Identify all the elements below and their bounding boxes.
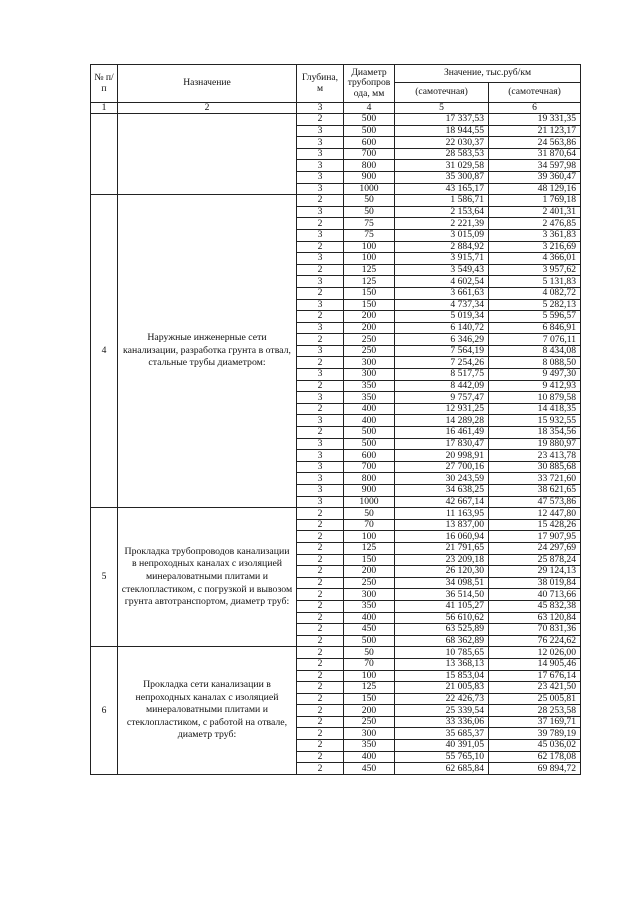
depth-cell: 3 — [297, 276, 344, 288]
diameter-cell: 250 — [344, 334, 395, 346]
value-cell-2: 76 224,62 — [489, 635, 581, 647]
value-cell-2: 17 676,14 — [489, 670, 581, 682]
value-cell-1: 2 884,92 — [395, 241, 489, 253]
diameter-cell: 450 — [344, 763, 395, 775]
depth-cell: 2 — [297, 577, 344, 589]
value-cell-2: 15 932,55 — [489, 415, 581, 427]
column-number: 4 — [344, 103, 395, 114]
diameter-cell: 500 — [344, 114, 395, 126]
section-number: 4 — [91, 195, 118, 508]
value-cell-2: 6 846,91 — [489, 322, 581, 334]
depth-cell: 3 — [297, 345, 344, 357]
diameter-cell: 900 — [344, 171, 395, 183]
table-row — [91, 195, 581, 207]
depth-cell: 3 — [297, 485, 344, 497]
section-number: 6 — [91, 647, 118, 775]
depth-cell: 2 — [297, 195, 344, 207]
column-number: 5 — [395, 103, 489, 114]
value-cell-2: 29 124,13 — [489, 566, 581, 578]
diameter-cell: 200 — [344, 311, 395, 323]
diameter-cell: 700 — [344, 461, 395, 473]
diameter-cell: 50 — [344, 508, 395, 520]
value-cell-1: 5 019,34 — [395, 311, 489, 323]
depth-cell: 3 — [297, 473, 344, 485]
diameter-cell: 400 — [344, 403, 395, 415]
value-cell-2: 5 282,13 — [489, 299, 581, 311]
value-cell-2: 25 878,24 — [489, 554, 581, 566]
document-page — [90, 64, 580, 775]
value-cell-2: 31 870,64 — [489, 148, 581, 160]
value-cell-1: 62 685,84 — [395, 763, 489, 775]
depth-cell: 2 — [297, 670, 344, 682]
value-cell-1: 68 362,89 — [395, 635, 489, 647]
header-depth: Глубина, м — [297, 65, 344, 103]
depth-cell: 2 — [297, 531, 344, 543]
depth-cell: 3 — [297, 369, 344, 381]
value-cell-2: 38 019,84 — [489, 577, 581, 589]
depth-cell: 2 — [297, 334, 344, 346]
value-cell-1: 23 209,18 — [395, 554, 489, 566]
diameter-cell: 900 — [344, 485, 395, 497]
value-cell-1: 22 030,37 — [395, 137, 489, 149]
depth-cell: 3 — [297, 206, 344, 218]
depth-cell: 2 — [297, 589, 344, 601]
diameter-cell: 200 — [344, 322, 395, 334]
value-cell-2: 8 434,08 — [489, 345, 581, 357]
depth-cell: 3 — [297, 253, 344, 265]
table-row — [91, 508, 581, 520]
depth-cell: 3 — [297, 125, 344, 137]
value-cell-1: 3 015,09 — [395, 229, 489, 241]
value-cell-2: 19 880,97 — [489, 438, 581, 450]
diameter-cell: 75 — [344, 229, 395, 241]
depth-cell: 3 — [297, 461, 344, 473]
value-cell-2: 40 713,66 — [489, 589, 581, 601]
depth-cell: 3 — [297, 392, 344, 404]
depth-cell: 3 — [297, 229, 344, 241]
depth-cell: 3 — [297, 496, 344, 508]
depth-cell: 2 — [297, 287, 344, 299]
depth-cell: 2 — [297, 519, 344, 531]
diameter-cell: 800 — [344, 473, 395, 485]
value-cell-2: 25 005,81 — [489, 693, 581, 705]
value-cell-1: 8 517,75 — [395, 369, 489, 381]
value-cell-1: 4 602,54 — [395, 276, 489, 288]
value-cell-1: 36 514,50 — [395, 589, 489, 601]
depth-cell: 2 — [297, 542, 344, 554]
value-cell-1: 35 300,87 — [395, 171, 489, 183]
diameter-cell: 500 — [344, 125, 395, 137]
diameter-cell: 350 — [344, 392, 395, 404]
value-cell-2: 4 082,72 — [489, 287, 581, 299]
header-number: № п/п — [91, 65, 118, 103]
diameter-cell: 250 — [344, 716, 395, 728]
value-cell-2: 69 894,72 — [489, 763, 581, 775]
value-cell-1: 25 339,54 — [395, 705, 489, 717]
value-cell-1: 21 791,65 — [395, 542, 489, 554]
column-number: 2 — [118, 103, 297, 114]
depth-cell: 2 — [297, 740, 344, 752]
value-cell-2: 62 178,08 — [489, 751, 581, 763]
value-cell-2: 23 413,78 — [489, 450, 581, 462]
depth-cell: 2 — [297, 705, 344, 717]
diameter-cell: 150 — [344, 287, 395, 299]
value-cell-1: 4 737,34 — [395, 299, 489, 311]
diameter-cell: 400 — [344, 751, 395, 763]
value-cell-1: 7 254,26 — [395, 357, 489, 369]
value-cell-1: 56 610,62 — [395, 612, 489, 624]
depth-cell: 3 — [297, 415, 344, 427]
value-cell-1: 21 005,83 — [395, 682, 489, 694]
header-name: Назначение — [118, 65, 297, 103]
section-description — [118, 114, 297, 195]
diameter-cell: 100 — [344, 241, 395, 253]
header-value-gravity-1: (самотечная) — [395, 83, 489, 103]
value-cell-2: 34 597,98 — [489, 160, 581, 172]
value-cell-2: 47 573,86 — [489, 496, 581, 508]
depth-cell: 3 — [297, 171, 344, 183]
value-cell-1: 2 153,64 — [395, 206, 489, 218]
value-cell-1: 3 549,43 — [395, 264, 489, 276]
section-number: 5 — [91, 508, 118, 647]
value-cell-1: 28 583,53 — [395, 148, 489, 160]
value-cell-1: 9 757,47 — [395, 392, 489, 404]
value-cell-1: 55 765,10 — [395, 751, 489, 763]
diameter-cell: 200 — [344, 566, 395, 578]
value-cell-1: 13 368,13 — [395, 658, 489, 670]
value-cell-2: 9 412,93 — [489, 380, 581, 392]
value-cell-2: 5 596,57 — [489, 311, 581, 323]
value-cell-2: 63 120,84 — [489, 612, 581, 624]
diameter-cell: 350 — [344, 600, 395, 612]
value-cell-1: 17 337,53 — [395, 114, 489, 126]
value-cell-1: 63 525,89 — [395, 624, 489, 636]
value-cell-1: 18 944,55 — [395, 125, 489, 137]
value-cell-2: 7 076,11 — [489, 334, 581, 346]
diameter-cell: 500 — [344, 635, 395, 647]
depth-cell: 2 — [297, 427, 344, 439]
value-cell-1: 33 336,06 — [395, 716, 489, 728]
header-value-gravity-2: (самотечная) — [489, 83, 581, 103]
diameter-cell: 100 — [344, 531, 395, 543]
value-cell-1: 40 391,05 — [395, 740, 489, 752]
value-cell-2: 3 957,62 — [489, 264, 581, 276]
diameter-cell: 500 — [344, 427, 395, 439]
value-cell-2: 14 418,35 — [489, 403, 581, 415]
value-cell-1: 10 785,65 — [395, 647, 489, 659]
value-cell-2: 3 216,69 — [489, 241, 581, 253]
depth-cell: 3 — [297, 137, 344, 149]
value-cell-1: 11 163,95 — [395, 508, 489, 520]
value-cell-2: 3 361,83 — [489, 229, 581, 241]
value-cell-2: 17 907,95 — [489, 531, 581, 543]
header-value: Значение, тыс.руб/км — [395, 65, 581, 83]
value-cell-1: 3 915,71 — [395, 253, 489, 265]
diameter-cell: 125 — [344, 276, 395, 288]
value-cell-2: 5 131,83 — [489, 276, 581, 288]
value-cell-2: 24 563,86 — [489, 137, 581, 149]
depth-cell: 2 — [297, 554, 344, 566]
value-cell-2: 12 447,80 — [489, 508, 581, 520]
value-cell-2: 39 360,47 — [489, 171, 581, 183]
diameter-cell: 1000 — [344, 183, 395, 195]
value-cell-1: 34 098,51 — [395, 577, 489, 589]
diameter-cell: 300 — [344, 357, 395, 369]
value-cell-1: 16 060,94 — [395, 531, 489, 543]
value-cell-2: 15 428,26 — [489, 519, 581, 531]
diameter-cell: 800 — [344, 160, 395, 172]
diameter-cell: 125 — [344, 542, 395, 554]
diameter-cell: 600 — [344, 137, 395, 149]
value-cell-1: 42 667,14 — [395, 496, 489, 508]
diameter-cell: 350 — [344, 740, 395, 752]
value-cell-1: 20 998,91 — [395, 450, 489, 462]
depth-cell: 2 — [297, 241, 344, 253]
value-cell-1: 30 243,59 — [395, 473, 489, 485]
value-cell-2: 70 831,36 — [489, 624, 581, 636]
diameter-cell: 200 — [344, 705, 395, 717]
value-cell-1: 3 661,63 — [395, 287, 489, 299]
section-description: Прокладка сети канализации в непроходных каналах с изоляцией минераловатными плитами и стеклопластиком, с работой на отвале, диаметр труб: — [118, 647, 297, 775]
depth-cell: 2 — [297, 728, 344, 740]
table-row — [91, 114, 581, 126]
value-cell-1: 16 461,49 — [395, 427, 489, 439]
value-cell-2: 8 088,50 — [489, 357, 581, 369]
value-cell-1: 1 586,71 — [395, 195, 489, 207]
value-cell-1: 7 564,19 — [395, 345, 489, 357]
table-row — [91, 647, 581, 659]
value-cell-1: 35 685,37 — [395, 728, 489, 740]
depth-cell: 2 — [297, 380, 344, 392]
diameter-cell: 125 — [344, 264, 395, 276]
diameter-cell: 600 — [344, 450, 395, 462]
cost-table — [90, 64, 581, 775]
value-cell-2: 33 721,60 — [489, 473, 581, 485]
column-number: 3 — [297, 103, 344, 114]
depth-cell: 3 — [297, 299, 344, 311]
diameter-cell: 50 — [344, 647, 395, 659]
value-cell-2: 9 497,30 — [489, 369, 581, 381]
value-cell-1: 34 638,25 — [395, 485, 489, 497]
value-cell-1: 43 165,17 — [395, 183, 489, 195]
value-cell-1: 13 837,00 — [395, 519, 489, 531]
value-cell-1: 2 221,39 — [395, 218, 489, 230]
depth-cell: 3 — [297, 148, 344, 160]
depth-cell: 2 — [297, 635, 344, 647]
depth-cell: 3 — [297, 438, 344, 450]
value-cell-2: 2 476,85 — [489, 218, 581, 230]
value-cell-2: 1 769,18 — [489, 195, 581, 207]
value-cell-2: 28 253,58 — [489, 705, 581, 717]
value-cell-1: 14 289,28 — [395, 415, 489, 427]
value-cell-2: 37 169,71 — [489, 716, 581, 728]
value-cell-2: 45 036,02 — [489, 740, 581, 752]
value-cell-1: 31 029,58 — [395, 160, 489, 172]
section-description: Наружные инженерные сети канализации, разработка грунта в отвал, стальные трубы диаметром: — [118, 195, 297, 508]
diameter-cell: 250 — [344, 345, 395, 357]
depth-cell: 2 — [297, 612, 344, 624]
diameter-cell: 100 — [344, 253, 395, 265]
value-cell-2: 18 354,56 — [489, 427, 581, 439]
depth-cell: 2 — [297, 624, 344, 636]
value-cell-1: 26 120,30 — [395, 566, 489, 578]
value-cell-2: 39 789,19 — [489, 728, 581, 740]
value-cell-2: 30 885,68 — [489, 461, 581, 473]
depth-cell: 2 — [297, 600, 344, 612]
value-cell-1: 17 830,47 — [395, 438, 489, 450]
depth-cell: 2 — [297, 357, 344, 369]
diameter-cell: 300 — [344, 369, 395, 381]
diameter-cell: 300 — [344, 589, 395, 601]
value-cell-1: 12 931,25 — [395, 403, 489, 415]
value-cell-2: 48 129,16 — [489, 183, 581, 195]
depth-cell: 2 — [297, 751, 344, 763]
depth-cell: 3 — [297, 322, 344, 334]
value-cell-2: 21 123,17 — [489, 125, 581, 137]
depth-cell: 2 — [297, 311, 344, 323]
depth-cell: 2 — [297, 693, 344, 705]
diameter-cell: 700 — [344, 148, 395, 160]
depth-cell: 2 — [297, 264, 344, 276]
diameter-cell: 75 — [344, 218, 395, 230]
depth-cell: 2 — [297, 658, 344, 670]
diameter-cell: 450 — [344, 624, 395, 636]
diameter-cell: 350 — [344, 380, 395, 392]
depth-cell: 2 — [297, 566, 344, 578]
diameter-cell: 300 — [344, 728, 395, 740]
value-cell-2: 24 297,69 — [489, 542, 581, 554]
diameter-cell: 1000 — [344, 496, 395, 508]
value-cell-2: 38 621,65 — [489, 485, 581, 497]
diameter-cell: 50 — [344, 206, 395, 218]
value-cell-2: 2 401,31 — [489, 206, 581, 218]
value-cell-2: 4 366,01 — [489, 253, 581, 265]
value-cell-2: 14 905,46 — [489, 658, 581, 670]
value-cell-1: 8 442,09 — [395, 380, 489, 392]
diameter-cell: 70 — [344, 658, 395, 670]
value-cell-1: 41 105,27 — [395, 600, 489, 612]
value-cell-1: 6 140,72 — [395, 322, 489, 334]
depth-cell: 2 — [297, 647, 344, 659]
table-body — [91, 114, 581, 775]
diameter-cell: 500 — [344, 438, 395, 450]
value-cell-2: 45 832,38 — [489, 600, 581, 612]
depth-cell: 2 — [297, 682, 344, 694]
column-number: 6 — [489, 103, 581, 114]
diameter-cell: 50 — [344, 195, 395, 207]
table-header — [91, 65, 581, 114]
value-cell-2: 12 026,00 — [489, 647, 581, 659]
diameter-cell: 400 — [344, 415, 395, 427]
diameter-cell: 150 — [344, 554, 395, 566]
diameter-cell: 100 — [344, 670, 395, 682]
depth-cell: 2 — [297, 218, 344, 230]
value-cell-1: 15 853,04 — [395, 670, 489, 682]
depth-cell: 2 — [297, 114, 344, 126]
depth-cell: 2 — [297, 403, 344, 415]
depth-cell: 3 — [297, 183, 344, 195]
depth-cell: 3 — [297, 450, 344, 462]
column-number: 1 — [91, 103, 118, 114]
section-number — [91, 114, 118, 195]
diameter-cell: 250 — [344, 577, 395, 589]
value-cell-2: 10 879,58 — [489, 392, 581, 404]
depth-cell: 3 — [297, 160, 344, 172]
depth-cell: 2 — [297, 716, 344, 728]
depth-cell: 2 — [297, 508, 344, 520]
diameter-cell: 150 — [344, 299, 395, 311]
value-cell-2: 19 331,35 — [489, 114, 581, 126]
value-cell-2: 23 421,50 — [489, 682, 581, 694]
value-cell-1: 6 346,29 — [395, 334, 489, 346]
column-numbers-row — [91, 103, 581, 114]
diameter-cell: 70 — [344, 519, 395, 531]
diameter-cell: 400 — [344, 612, 395, 624]
diameter-cell: 150 — [344, 693, 395, 705]
section-description: Прокладка трубопроводов канализации в непроходных каналах с изоляцией минераловатными плитами и стеклопластиком, с погрузкой и вывозом грунта автотранспортом, диаметр труб: — [118, 508, 297, 647]
depth-cell: 2 — [297, 763, 344, 775]
diameter-cell: 125 — [344, 682, 395, 694]
value-cell-1: 22 426,73 — [395, 693, 489, 705]
header-diameter: Диаметр трубопров ода, мм — [344, 65, 395, 103]
value-cell-1: 27 700,16 — [395, 461, 489, 473]
